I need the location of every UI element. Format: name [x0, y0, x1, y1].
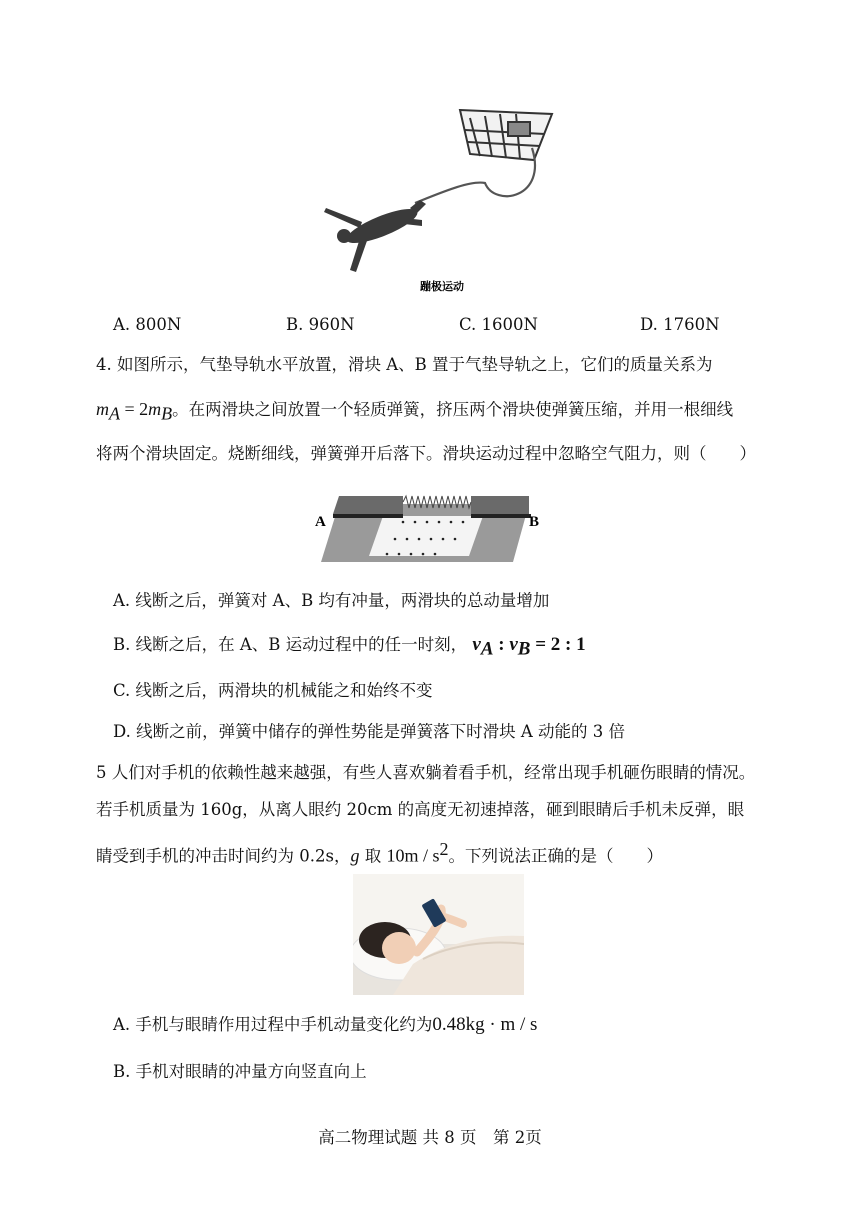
- q5-stem-line1: 5 人们对手机的依赖性越来越强，有些人喜欢躺着看手机，经常出现手机砸伤眼睛的情况。: [96, 763, 756, 782]
- q4-option-b-text: B. 线断之后，在 A、B 运动过程中的任一时刻，: [113, 635, 468, 654]
- q5-line3-b: 取: [359, 846, 387, 866]
- phone-photo-illustration: [353, 874, 524, 995]
- q3-option-b: B. 960N: [286, 315, 355, 334]
- q5-stem-line2: 若手机质量为 160g，从离人眼约 20cm 的高度无初速掉落，砸到眼睛后手机未反弹，眼: [96, 800, 745, 819]
- q5-option-a-val: 0.48kg · m / s: [432, 1014, 538, 1035]
- q4-stem-line1: 4. 如图所示，气垫导轨水平放置，滑块 A、B 置于气垫导轨之上，它们的质量关系为: [96, 355, 713, 374]
- bungee-caption: 蹦极运动: [420, 280, 464, 293]
- q4-option-c: C. 线断之后，两滑块的机械能之和始终不变: [113, 681, 433, 700]
- q5-option-a: [113, 1014, 537, 1036]
- q4-stem-line3: 将两个滑块固定。烧断细线，弹簧弹开后落下。滑块运动过程中忽略空气阻力，则（ ）: [96, 444, 756, 463]
- phone-photo: [353, 874, 524, 995]
- q5-line3-c: 。下列说法正确的是（ ）: [448, 846, 663, 866]
- q5-unit: 10m / s: [386, 845, 440, 866]
- q4-eq-ma: m: [96, 399, 109, 419]
- q5-stem-line3: [96, 838, 663, 868]
- q4-option-b-vb: v: [509, 634, 518, 655]
- q5-line3-a: 睛受到手机的冲击时间约为 0.2s，: [96, 846, 351, 866]
- q4-option-b: [113, 634, 586, 660]
- q4-line2-rest: 。在两滑块之间放置一个轻质弹簧，挤压两个滑块使弹簧压缩，并用一根细线: [172, 400, 734, 419]
- q4-option-b-ratio: = 2 : 1: [530, 634, 586, 655]
- air-track-label-a: A: [315, 514, 326, 530]
- q5-g: g: [350, 845, 360, 866]
- q3-option-c: C. 1600N: [459, 315, 538, 334]
- q4-eq-mb: m: [148, 399, 162, 419]
- q4-option-a: A. 线断之后，弹簧对 A、B 均有冲量，两滑块的总动量增加: [113, 591, 550, 610]
- bungee-illustration: [320, 108, 560, 298]
- q5-option-b: B. 手机对眼睛的冲量方向竖直向上: [113, 1062, 367, 1081]
- q3-option-a: A. 800N: [113, 315, 182, 334]
- q3-option-d: D. 1760N: [640, 315, 720, 334]
- page-footer: 高二物理试题 共 8 页 第 2页: [318, 1128, 542, 1147]
- q4-eq-sub-b: B: [161, 403, 173, 424]
- q4-option-b-va: v: [472, 634, 481, 655]
- q4-eq-sub-a: A: [109, 403, 120, 424]
- air-track-figure: [313, 482, 545, 568]
- q4-stem-line2: [96, 398, 733, 424]
- air-track-illustration: [313, 482, 545, 568]
- q4-option-b-sub-b: B: [517, 638, 531, 660]
- bungee-figure: [320, 108, 560, 298]
- q4-option-b-colon: :: [493, 634, 510, 655]
- q5-unit-sup: 2: [439, 839, 449, 859]
- q4-option-b-sub-a: A: [480, 638, 494, 660]
- q4-eq-mid: = 2: [120, 399, 149, 419]
- q5-option-a-text: A. 手机与眼睛作用过程中手机动量变化约为: [113, 1015, 433, 1034]
- air-track-label-b: B: [529, 514, 540, 530]
- q4-option-d: D. 线断之前，弹簧中储存的弹性势能是弹簧落下时滑块 A 动能的 3 倍: [113, 722, 626, 741]
